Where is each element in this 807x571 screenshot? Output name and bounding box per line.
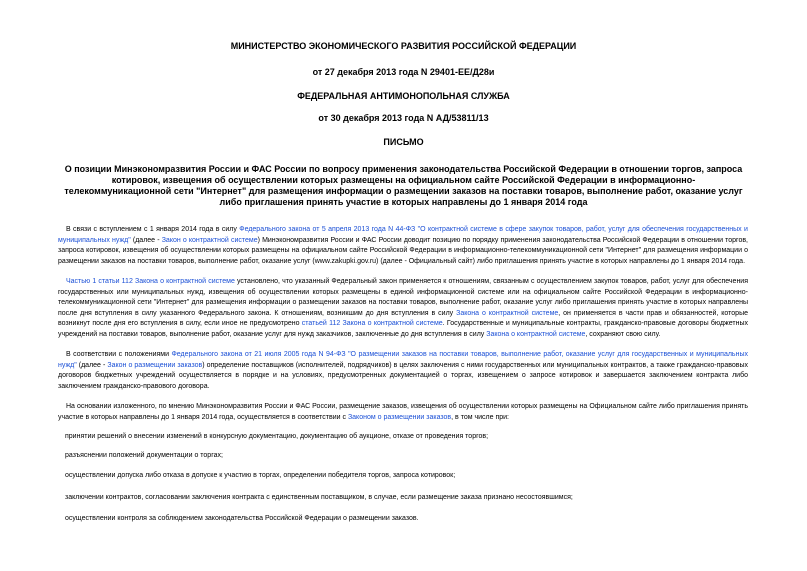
contract-system-law-link-3[interactable]: Закона о контрактной системе — [486, 330, 586, 338]
document-title: О позиции Минэкономразвития России и ФАС России по вопросу применения законодательства Российской Федерации в отношении торгов, запроса котировок, извещения об осуществлении которых размещены на официальном сайте Российской Федерации в информационно-телекоммуникационной сети "Интернет" для размещения информации о размещении заказов на поставки товаров, выполнение работ, оказание услуг либо приглашения принять участие в которых направлены до 1 января 2014 года — [64, 164, 743, 207]
placement-law-link-2[interactable]: Законом о размещении заказов — [347, 413, 452, 421]
list-item: разъяснении положений документации о торгах; — [65, 452, 223, 459]
list-item: осуществлении контроля за соблюдением законодательства Российской Федерации о размещении заказов. — [65, 515, 419, 522]
paragraph-2 — [58, 277, 748, 341]
list-item: заключении контрактов, согласовании заключения контракта с единственным поставщиком, в случае, если размещение заказа признано несостоявшимся; — [65, 494, 573, 501]
contract-system-law-link[interactable]: Закон о контрактной системе — [161, 236, 258, 244]
document-type: ПИСЬМО — [383, 137, 424, 147]
law-44fz-link[interactable]: Федерального закона от 5 апреля 2013 года N 44-ФЗ "О контрактной системе в сфере закупок товаров, работ, услуг для обеспечения государственных и муниципальных нужд" — [58, 226, 748, 244]
article-112-part-1-link[interactable]: Частью 1 статьи 112 Закона о контрактной системе — [66, 278, 235, 285]
paragraph-4-text-2: , в том числе при: — [451, 413, 510, 421]
paragraph-2-text-3: . Государственные и муниципальные контракты, гражданско-правовые договоры бюджетных учреждений на поставки товаров, выполнение работ, оказание услуг для нужд заказчиков, заключенные до дня вступления в силу — [58, 320, 749, 338]
paragraph-2-text-4: , сохраняют свою силу. — [585, 330, 661, 338]
paragraph-1-text-2: (далее - — [130, 236, 162, 244]
paragraph-2-text-1: установлено, что указанный Федеральный закон применяется к отношениям, связанным с осуществлением закупок товаров, работ, услуг для обеспечения государственных или муниципальных нужд, извещения об осуществлении которых размещены в единой информационной системе или на официальном сайте Российской Федерации в информационно-телекоммуникационной сети "Интернет" для размещения информации о размещении заказов на поставки товаров, выполнение работ, оказание услуг либо приглашения принять участие в которых направлены после дня вступления в силу указанного Федерального закона. К отношениям, возникшим до дня вступления в силу — [58, 278, 749, 317]
paragraph-4-text-1: На основании изложенного, по мнению Минэкономразвития России и ФАС России, размещение заказов, извещения об осуществлении которых размещены на Официальном сайте либо приглашения принять участие в которых направлены до 1 января 2014 года, осуществляется в соответствии с — [58, 403, 748, 421]
law-94fz-link[interactable]: Федерального закона от 21 июля 2005 года N 94-ФЗ "О размещении заказов на поставки товаров, выполнение работ, оказание услуг для государственных и муниципальных нужд" — [58, 351, 748, 369]
service-date: от 30 декабря 2013 года N АД/53811/13 — [318, 113, 489, 123]
paragraph-3-text-2: (далее - — [76, 361, 108, 369]
paragraph-1-text-3: ) Минэкономразвития России и ФАС России доводит позицию по порядку применения законодательства Российской Федерации в отношении торгов, запроса котировок, извещения об осуществлении которых размещены на официальном сайте Российской Федерации в информационно-телекоммуникационной сети "Интернет" для размещения информации о размещении заказов на поставки товаров, выполнение работ, оказание услуг (www.zakupki.gov.ru) (далее - Официальный сайт) либо приглашения принять участие в которых направлены до 1 января 2014 года. — [58, 236, 748, 265]
paragraph-3 — [58, 350, 748, 392]
service-heading: ФЕДЕРАЛЬНАЯ АНТИМОНОПОЛЬНАЯ СЛУЖБА — [297, 91, 510, 101]
list-item: осуществлении допуска либо отказа в допуске к участию в торгах, определении победителя торгов, запроса котировок; — [65, 472, 456, 479]
paragraph-1 — [58, 225, 748, 267]
paragraph-3-text-3: ) определение поставщиков (исполнителей, подрядчиков) в целях заключения с ними государственных или муниципальных контрактов, а также гражданско-правовых договоров бюджетных учреждений осуществляется в порядке и на условиях, предусмотренных документацией о торгах, извещением о запросе котировок и завершается заключением контракта либо заключением гражданско-правового договора. — [58, 361, 748, 390]
paragraph-1-text-1: В связи с вступлением с 1 января 2014 года в силу — [66, 226, 240, 233]
list-item: принятии решений о внесении изменений в конкурсную документацию, документацию об аукционе, отказе от проведения торгов; — [65, 433, 489, 440]
contract-system-law-link-2[interactable]: Закона о контрактной системе — [456, 309, 559, 317]
ministry-heading: МИНИСТЕРСТВО ЭКОНОМИЧЕСКОГО РАЗВИТИЯ РОССИЙСКОЙ ФЕДЕРАЦИИ — [230, 41, 577, 51]
placement-law-link[interactable]: Закон о размещении заказов — [107, 361, 203, 369]
ministry-date: от 27 декабря 2013 года N 29401-ЕЕ/Д28и — [312, 67, 495, 77]
article-112-link[interactable]: статьей 112 Закона о контрактной системе — [301, 320, 443, 328]
paragraph-4 — [58, 402, 748, 423]
paragraph-2-text-2: , он применяется в части прав и обязанностей, которые возникнут после дня его вступления в силу, если иное не предусмотрено — [58, 309, 748, 328]
paragraph-3-text-1: В соответствии с положениями — [66, 351, 172, 358]
